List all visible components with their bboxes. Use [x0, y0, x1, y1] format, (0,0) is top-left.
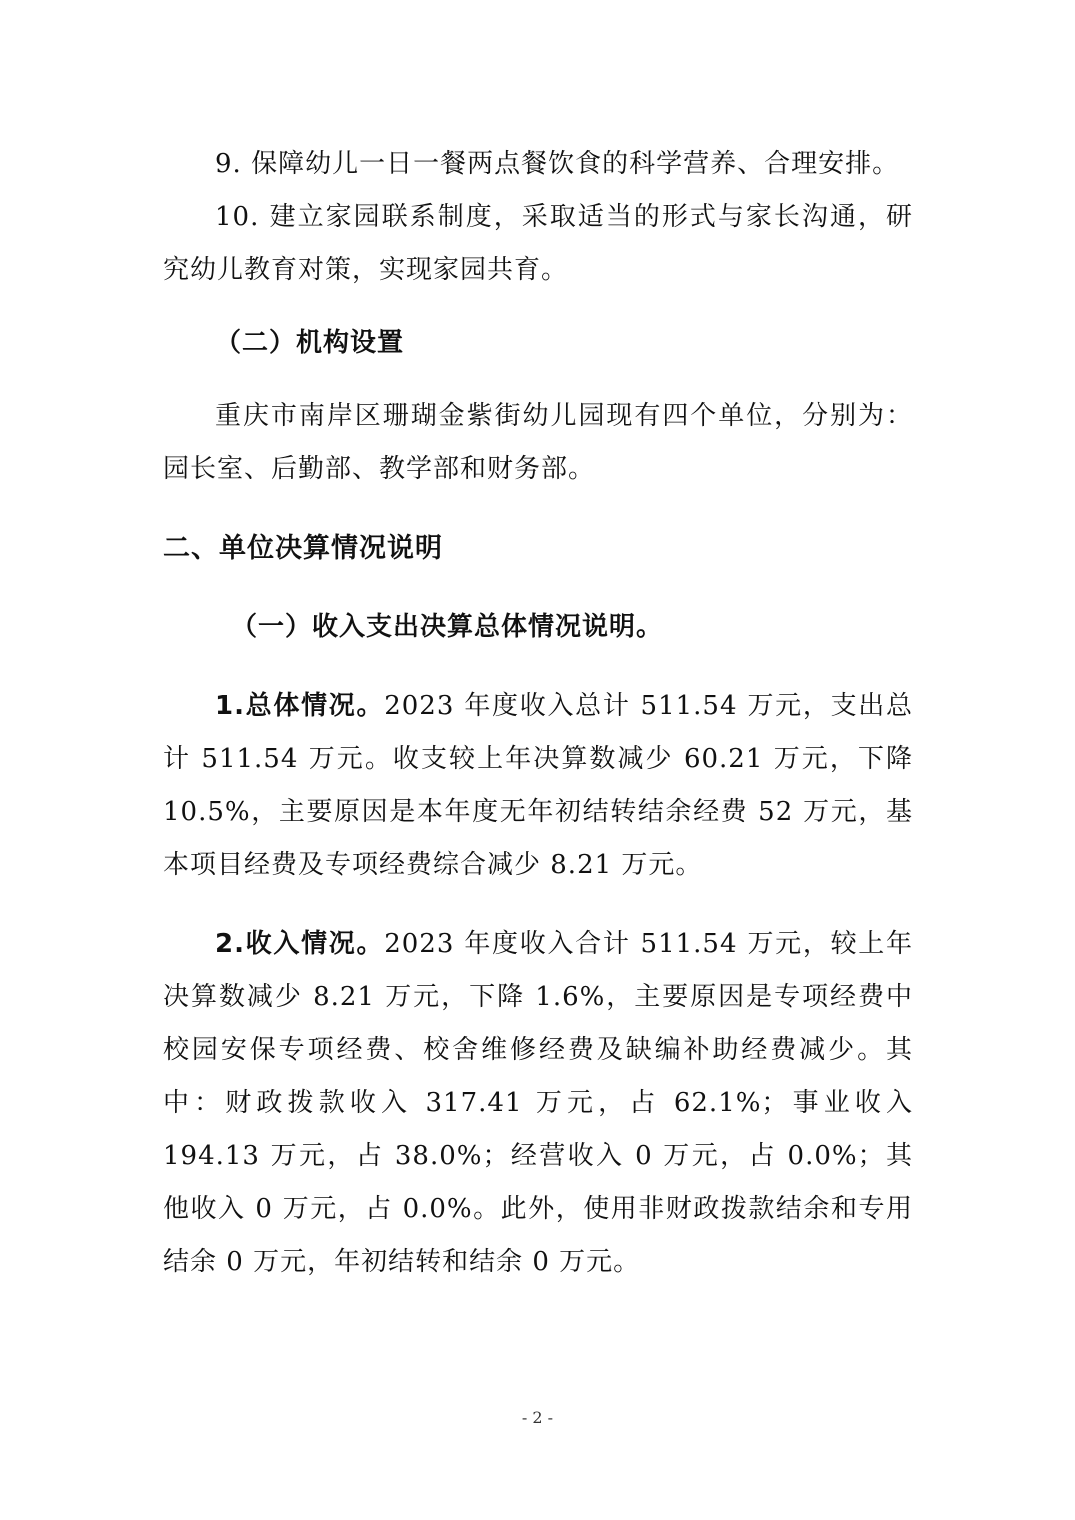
overall-paragraph [163, 680, 913, 892]
income-lead: 2.收入情况。 [215, 929, 385, 959]
document-body [163, 138, 913, 1289]
income-paragraph [163, 918, 913, 1289]
page-number: - 2 - [521, 1408, 554, 1427]
list-item-10: 10. 建立家园联系制度，采取适当的形式与家长沟通，研究幼儿教育对策，实现家园共育。 [163, 202, 913, 285]
overall-text: 2023 年度收入总计 511.54 万元，支出总计 511.54 万元。收支较上年决算数减少 60.21 万元，下降 10.5%，主要原因是本年度无年初结转结余经费 52 万元，基本项目经费及专项经费综合减少 8.21 万元。 [163, 691, 914, 880]
subsection-title-org: （二）机构设置 [215, 328, 405, 358]
income-text: 2023 年度收入合计 511.54 万元，较上年决算数减少 8.21 万元，下降 1.6%，主要原因是专项经费中校园安保专项经费、校舍维修经费及缺编补助经费减少。其中：财政拨款收入 317.41 万元，占 62.1%；事业收入 194.13 万元，占 38.0%；经营收入 0 万元，占 0.0%；其他收入 0 万元，占 0.0%。此外，使用非财政拨款结余和专用结余 0 万元，年初结转和结余 0 万元。 [163, 929, 914, 1277]
overall-lead: 1.总体情况。 [215, 691, 385, 721]
section-title: 二、单位决算情况说明 [163, 533, 443, 564]
list-item-9: 9. 保障幼儿一日一餐两点餐饮食的科学营养、合理安排。 [215, 149, 900, 179]
subsection-title-summary: （一）收入支出决算总体情况说明。 [231, 612, 664, 642]
org-paragraph: 重庆市南岸区珊瑚金紫街幼儿园现有四个单位，分别为：园长室、后勤部、教学部和财务部。 [163, 401, 913, 484]
